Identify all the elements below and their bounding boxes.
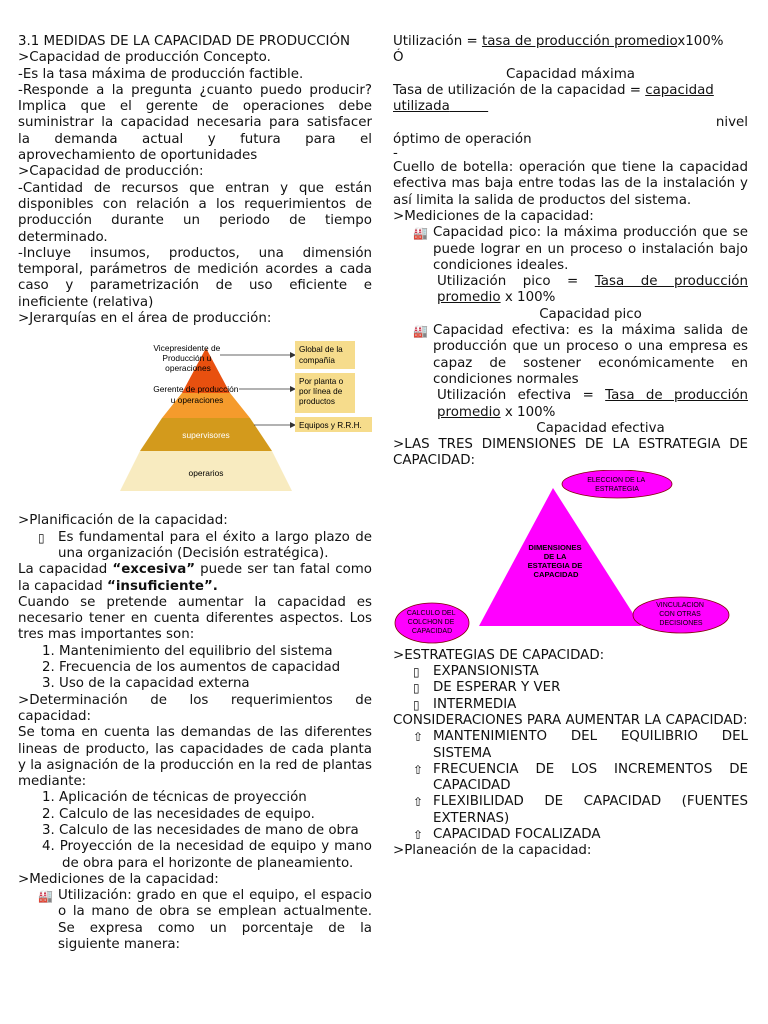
bullet-item: 🏭 Capacidad pico: la máxima producción que se puede lograr en un proceso o instalación bajo condiciones ideales. xyxy=(413,225,748,273)
bullet-square-icon: ▯ xyxy=(413,681,420,696)
numbered-list-2 xyxy=(18,790,372,871)
factory-icon: 🏭 xyxy=(38,889,53,904)
para: nivel xyxy=(715,115,748,131)
bullet-item: 🏭 Capacidad efectiva: es la máxima salida de producción que un proceso o una empresa es capaz de sostener económicamente en condiciones normales xyxy=(413,323,748,387)
triangle-center-label: DIMENSIONES DE LA ESTATEGIA DE CAPACIDAD xyxy=(527,542,583,579)
list-item: 1. Aplicación de técnicas de proyección xyxy=(42,790,307,806)
bullet-item: 🏭 Utilización: grado en que el equipo, el espacio o la mano de obra se emplean actualmente. Se expresa como un porcentaje de la siguiente manera: xyxy=(38,888,372,953)
svg-text:Global de la compañía: Global de la compañía xyxy=(299,345,343,366)
factory-icon: 🏭 xyxy=(413,324,428,339)
para: -Cantidad de recursos que entran y que están disponibles con relación a los requerimientos de producción durante un periodo de tiempo determinado. xyxy=(18,180,372,245)
bullet-item: ▯ INTERMEDIA xyxy=(413,696,517,712)
formula-line: Utilización = tasa de producción promediox100% xyxy=(393,34,724,49)
bullet-square-icon: ▯ xyxy=(413,665,420,680)
svg-text:Por planta o por línea: Por planta o por línea de productos xyxy=(299,377,344,407)
ellipse-top xyxy=(562,470,672,498)
list-item: 2. Calculo de las necesidades de equipo. xyxy=(42,806,315,822)
list-item: 2. Frecuencia de los aumentos de capacidad xyxy=(42,660,341,676)
list-item: 3. Uso de la capacidad externa xyxy=(42,676,250,692)
tier2-label: Gerente de producción u operaciones xyxy=(153,384,239,406)
svg-text:ELECCION DE LA ESTRATE: ELECCION DE LA ESTRATEGIA xyxy=(587,476,645,493)
formula-line: Utilización efectiva = Tasa de producción promedio x 100% xyxy=(437,388,748,420)
para: >Planificación de la capacidad: xyxy=(18,513,228,529)
para: >Capacidad de producción Concepto. xyxy=(18,50,271,66)
tier3-label: supervisores xyxy=(182,430,230,441)
list-item: 1. Mantenimiento del equilibrio del sistema xyxy=(42,643,333,659)
para: óptimo de operación xyxy=(393,131,532,147)
arrow-bullet-icon: ⇧ xyxy=(413,762,424,777)
formula-denominator: Capacidad pico xyxy=(539,306,642,322)
strategy-triangle xyxy=(393,470,748,648)
svg-text:CALCULO DEL COLCHON DE: CALCULO DEL COLCHON DE CAPACIDAD xyxy=(406,609,456,635)
para: >Determinación de los requerimientos de capacidad: xyxy=(18,692,372,724)
list-item: 4. Proyección de la necesidad de equipo y mano de obra para el horizonte de planeamiento. xyxy=(42,839,372,871)
bullet-item: ▯ Es fundamental para el éxito a largo plazo de una organización (Decisión estratégica). xyxy=(38,529,372,561)
para: Cuando se pretende aumentar la capacidad es necesario tener en cuenta diferentes aspectos. Los tres mas importantes son: xyxy=(18,594,372,643)
bullet-square-icon: ▯ xyxy=(413,697,420,712)
para: - xyxy=(393,146,398,162)
bullet-square-icon: ▯ xyxy=(38,530,45,545)
para: >Mediciones de la capacidad: xyxy=(393,208,594,224)
bullet-item: ⇧ MANTENIMIENTO DEL EQUILIBRIO DEL SISTEMA xyxy=(413,729,748,761)
para: CONSIDERACIONES PARA AUMENTAR LA CAPACIDAD: xyxy=(393,712,748,728)
formula-line: Tasa de utilización de la capacidad = capacidad utilizada xyxy=(393,82,714,115)
section-title: 3.1 MEDIDAS DE LA CAPACIDAD DE PRODUCCIÓN xyxy=(18,34,351,49)
para: >Mediciones de la capacidad: xyxy=(18,871,219,887)
bullet-item: ⇧ CAPACIDAD FOCALIZADA xyxy=(413,826,601,842)
tier4-label: operarios xyxy=(188,468,224,479)
bullet-item: ⇧ FLEXIBILIDAD DE CAPACIDAD (FUENTES EXTERNAS) xyxy=(413,794,748,826)
numbered-list-1 xyxy=(18,644,372,693)
list-item: 3. Calculo de las necesidades de mano de obra xyxy=(42,822,359,838)
formula-denominator: Capacidad efectiva xyxy=(536,420,665,436)
formula-line: Utilización pico = Tasa de producción promedio x 100% xyxy=(437,274,748,306)
left-column xyxy=(18,34,372,953)
para: >ESTRATEGIAS DE CAPACIDAD: xyxy=(393,647,605,663)
tier1-label: Vicepresidente de Producción u operaciones xyxy=(153,343,221,374)
hierarchy-pyramid xyxy=(18,327,372,513)
arrow-bullet-icon: ⇧ xyxy=(413,730,424,745)
box3-label: Equipos y R.R.H. xyxy=(299,421,362,431)
arrow-bullet-icon: ⇧ xyxy=(413,795,424,810)
formula-denominator: Capacidad máxima xyxy=(506,66,635,82)
para: >Capacidad de producción: xyxy=(18,164,204,180)
bullet-item: ▯ DE ESPERAR Y VER xyxy=(413,680,561,696)
para: -Es la tasa máxima de producción factible. xyxy=(18,66,304,82)
para: >Planeación de la capacidad: xyxy=(393,843,592,859)
para: Ó xyxy=(393,50,404,66)
svg-text:VINCULACION CON OTRAS: VINCULACION CON OTRAS DECISIONES xyxy=(656,601,704,627)
para: >LAS TRES DIMENSIONES DE LA ESTRATEGIA DE CAPACIDAD: xyxy=(393,437,748,469)
bullet-item: ⇧ FRECUENCIA DE LOS INCREMENTOS DE CAPACIDAD xyxy=(413,761,748,794)
bullet-item: ▯ EXPANSIONISTA xyxy=(413,664,539,680)
para: -Incluye insumos, productos, una dimensión temporal, parámetros de medición acordes a cada caso y parametrización de uso eficiente e ineficiente (relativa) xyxy=(18,245,372,310)
arrow-bullet-icon: ⇧ xyxy=(413,827,424,842)
para: -Responde a la pregunta ¿cuanto puedo producir? Implica que el gerente de operaciones debe suministrar la capacidad necesaria para satisfacer la demanda actual y futura para el aprovechamiento de oportunidades xyxy=(18,82,372,164)
factory-icon: 🏭 xyxy=(413,226,428,241)
para: Se toma en cuenta las demandas de las diferentes lineas de producto, las capacidades de cada planta y la asignación de la producción en la red de plantas mediante: xyxy=(18,725,372,790)
right-column xyxy=(393,34,748,860)
para: >Jerarquías en el área de producción: xyxy=(18,311,272,327)
para: Cuello de botella: operación que tiene la capacidad efectiva mas baja entre todas las de la instalación y así limita la salida de productos del sistema. xyxy=(393,160,748,208)
para: La capacidad “excesiva” puede ser tan fatal como la capacidad “insuficiente”. xyxy=(18,562,373,594)
